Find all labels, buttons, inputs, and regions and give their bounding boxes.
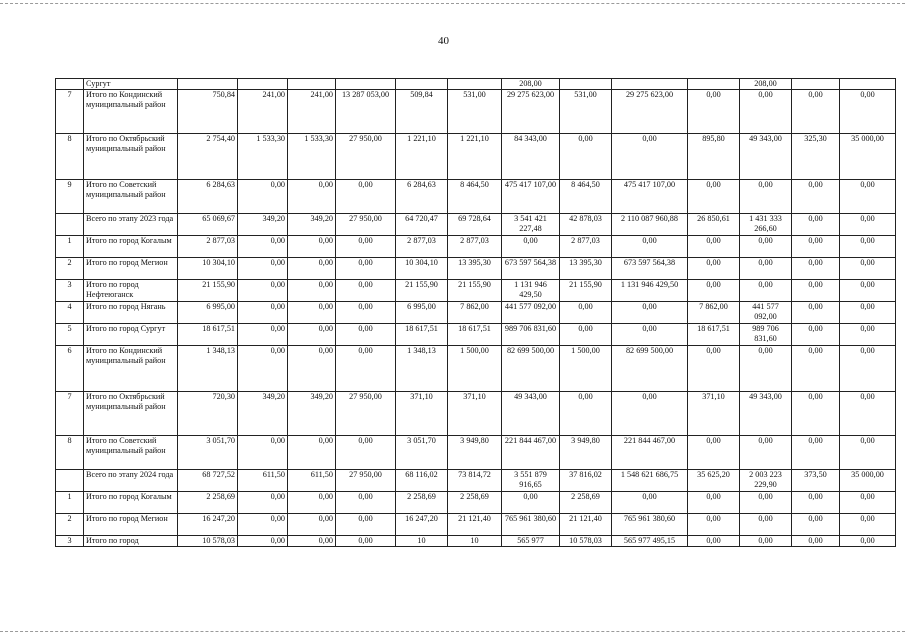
cell-col-1: 21 155,90 <box>178 279 238 301</box>
cell-col-11: 0,00 <box>740 179 792 213</box>
cell-col-7: 475 417 107,00 <box>502 179 560 213</box>
table-row <box>56 323 896 345</box>
cell-col-8: 0,00 <box>560 301 612 323</box>
cell-col-6: 531,00 <box>448 89 502 133</box>
table-row <box>56 213 896 235</box>
cell-col-4: 27 950,00 <box>336 133 396 179</box>
cell-col-12: 0,00 <box>792 435 840 469</box>
cell-col-8: 13 395,30 <box>560 257 612 279</box>
cell-col-6: 7 862,00 <box>448 301 502 323</box>
cell-col-10: 0,00 <box>688 535 740 546</box>
cell-col-1: 10 578,03 <box>178 535 238 546</box>
cell-col-4: 0,00 <box>336 535 396 546</box>
cell-col-4: 0,00 <box>336 435 396 469</box>
cell-col-11: 989 706 831,60 <box>740 323 792 345</box>
cell-col-1: 3 051,70 <box>178 435 238 469</box>
cell-col-8 <box>560 79 612 90</box>
cell-col-9: 0,00 <box>612 133 688 179</box>
row-index: 1 <box>56 235 84 257</box>
row-name: Всего по этапу 2023 года <box>84 213 178 235</box>
cell-col-10: 0,00 <box>688 435 740 469</box>
cell-col-11: 0,00 <box>740 345 792 391</box>
cell-col-10: 18 617,51 <box>688 323 740 345</box>
row-index: 3 <box>56 279 84 301</box>
cell-col-8: 42 878,03 <box>560 213 612 235</box>
cell-col-2: 0,00 <box>238 535 288 546</box>
cell-col-5: 6 995,00 <box>396 301 448 323</box>
row-name: Итого по город Нефтеюганск <box>84 279 178 301</box>
cell-col-12 <box>792 79 840 90</box>
cell-col-13: 0,00 <box>840 179 896 213</box>
cell-col-5: 21 155,90 <box>396 279 448 301</box>
cell-col-5: 2 258,69 <box>396 491 448 513</box>
cell-col-1: 2 754,40 <box>178 133 238 179</box>
cell-col-10: 0,00 <box>688 257 740 279</box>
row-name: Итого по Октябрьский муниципальный район <box>84 133 178 179</box>
cell-col-9: 0,00 <box>612 235 688 257</box>
cell-col-11: 2 003 223 229,90 <box>740 469 792 491</box>
cell-col-8: 0,00 <box>560 323 612 345</box>
cell-col-4: 0,00 <box>336 235 396 257</box>
cell-col-9: 0,00 <box>612 323 688 345</box>
cell-col-12: 0,00 <box>792 257 840 279</box>
row-name: Итого по город Когалым <box>84 235 178 257</box>
cell-col-8: 2 258,69 <box>560 491 612 513</box>
cell-col-9: 1 548 621 686,75 <box>612 469 688 491</box>
cell-col-11: 1 431 333 266,60 <box>740 213 792 235</box>
cell-col-3: 0,00 <box>288 535 336 546</box>
cell-col-11: 0,00 <box>740 491 792 513</box>
cell-col-9: 82 699 500,00 <box>612 345 688 391</box>
cell-col-7: 0,00 <box>502 235 560 257</box>
cell-col-2: 349,20 <box>238 391 288 435</box>
cell-col-4: 27 950,00 <box>336 391 396 435</box>
cell-col-6: 13 395,30 <box>448 257 502 279</box>
cell-col-9: 565 977 495,15 <box>612 535 688 546</box>
cell-col-3: 1 533,30 <box>288 133 336 179</box>
cell-col-4: 0,00 <box>336 279 396 301</box>
cell-col-13: 0,00 <box>840 535 896 546</box>
cell-col-6: 3 949,80 <box>448 435 502 469</box>
row-index: 9 <box>56 179 84 213</box>
cell-col-12: 0,00 <box>792 301 840 323</box>
cell-col-12: 0,00 <box>792 491 840 513</box>
cell-col-7: 3 551 879 916,65 <box>502 469 560 491</box>
cell-col-13: 0,00 <box>840 89 896 133</box>
cell-col-7: 1 131 946 429,50 <box>502 279 560 301</box>
cell-col-12: 0,00 <box>792 513 840 535</box>
table-row <box>56 435 896 469</box>
cell-col-9: 221 844 467,00 <box>612 435 688 469</box>
cell-col-4: 0,00 <box>336 345 396 391</box>
cell-col-11: 208,00 <box>740 79 792 90</box>
cell-col-1: 2 877,03 <box>178 235 238 257</box>
cell-col-2: 0,00 <box>238 257 288 279</box>
cell-col-7: 29 275 623,00 <box>502 89 560 133</box>
cell-col-6 <box>448 79 502 90</box>
cell-col-9: 475 417 107,00 <box>612 179 688 213</box>
cell-col-11: 49 343,00 <box>740 391 792 435</box>
cell-col-3 <box>288 79 336 90</box>
cell-col-10: 0,00 <box>688 235 740 257</box>
cell-col-12: 0,00 <box>792 213 840 235</box>
cell-col-2: 0,00 <box>238 491 288 513</box>
table-row <box>56 469 896 491</box>
cell-col-11: 0,00 <box>740 513 792 535</box>
cell-col-12: 0,00 <box>792 323 840 345</box>
row-name: Итого по Советский муниципальный район <box>84 179 178 213</box>
cell-col-1: 18 617,51 <box>178 323 238 345</box>
cell-col-1: 65 069,67 <box>178 213 238 235</box>
cell-col-13: 0,00 <box>840 235 896 257</box>
cell-col-9: 0,00 <box>612 301 688 323</box>
row-index <box>56 469 84 491</box>
table-row <box>56 179 896 213</box>
cell-col-6: 73 814,72 <box>448 469 502 491</box>
cell-col-7: 441 577 092,00 <box>502 301 560 323</box>
cell-col-3: 0,00 <box>288 345 336 391</box>
cell-col-2: 1 533,30 <box>238 133 288 179</box>
cell-col-13: 0,00 <box>840 391 896 435</box>
cell-col-5: 1 221,10 <box>396 133 448 179</box>
cell-col-12: 0,00 <box>792 235 840 257</box>
cell-col-6: 2 877,03 <box>448 235 502 257</box>
cell-col-4: 0,00 <box>336 179 396 213</box>
cell-col-2: 0,00 <box>238 179 288 213</box>
row-name: Итого по город Когалым <box>84 491 178 513</box>
cell-col-13: 35 000,00 <box>840 469 896 491</box>
row-name: Итого по город <box>84 535 178 546</box>
cell-col-3: 241,00 <box>288 89 336 133</box>
cell-col-3: 0,00 <box>288 491 336 513</box>
cell-col-5: 18 617,51 <box>396 323 448 345</box>
cell-col-1: 2 258,69 <box>178 491 238 513</box>
row-index: 2 <box>56 257 84 279</box>
cell-col-5 <box>396 79 448 90</box>
cell-col-5: 1 348,13 <box>396 345 448 391</box>
cell-col-11: 441 577 092,00 <box>740 301 792 323</box>
cell-col-5: 16 247,20 <box>396 513 448 535</box>
cell-col-13: 0,00 <box>840 301 896 323</box>
cell-col-6: 371,10 <box>448 391 502 435</box>
cell-col-10: 0,00 <box>688 513 740 535</box>
cell-col-5: 2 877,03 <box>396 235 448 257</box>
row-name: Итого по Кондинский муниципальный район <box>84 345 178 391</box>
cell-col-10: 895,80 <box>688 133 740 179</box>
row-index: 6 <box>56 345 84 391</box>
cell-col-13: 0,00 <box>840 323 896 345</box>
cell-col-9 <box>612 79 688 90</box>
cell-col-11: 0,00 <box>740 435 792 469</box>
cell-col-8: 21 155,90 <box>560 279 612 301</box>
cell-col-8: 531,00 <box>560 89 612 133</box>
row-name: Итого по Кондинский муниципальный район <box>84 89 178 133</box>
cell-col-10: 0,00 <box>688 179 740 213</box>
table-row <box>56 491 896 513</box>
cell-col-4: 13 287 053,00 <box>336 89 396 133</box>
cell-col-3: 0,00 <box>288 235 336 257</box>
cell-col-2: 0,00 <box>238 513 288 535</box>
cell-col-2: 349,20 <box>238 213 288 235</box>
table-row <box>56 391 896 435</box>
cell-col-12: 0,00 <box>792 179 840 213</box>
cell-col-8: 10 578,03 <box>560 535 612 546</box>
table-row <box>56 133 896 179</box>
cell-col-10: 371,10 <box>688 391 740 435</box>
cell-col-7: 0,00 <box>502 491 560 513</box>
cell-col-9: 0,00 <box>612 391 688 435</box>
cell-col-11: 49 343,00 <box>740 133 792 179</box>
cell-col-7: 673 597 564,38 <box>502 257 560 279</box>
cell-col-4: 27 950,00 <box>336 469 396 491</box>
cell-col-11: 0,00 <box>740 89 792 133</box>
cell-col-4: 0,00 <box>336 301 396 323</box>
cell-col-2: 0,00 <box>238 435 288 469</box>
row-name: Итого по город Сургут <box>84 323 178 345</box>
cell-col-12: 0,00 <box>792 391 840 435</box>
cell-col-1: 16 247,20 <box>178 513 238 535</box>
cell-col-3: 0,00 <box>288 435 336 469</box>
cell-col-8: 0,00 <box>560 391 612 435</box>
cell-col-1: 1 348,13 <box>178 345 238 391</box>
row-name: Итого по город Мегион <box>84 513 178 535</box>
cell-col-3: 0,00 <box>288 301 336 323</box>
cell-col-7: 565 977 <box>502 535 560 546</box>
row-index <box>56 79 84 90</box>
row-index: 3 <box>56 535 84 546</box>
cell-col-2: 0,00 <box>238 345 288 391</box>
cell-col-4: 0,00 <box>336 491 396 513</box>
cell-col-7: 3 541 421 227,48 <box>502 213 560 235</box>
cell-col-6: 10 <box>448 535 502 546</box>
cell-col-7: 989 706 831,60 <box>502 323 560 345</box>
cell-col-1: 10 304,10 <box>178 257 238 279</box>
row-index: 7 <box>56 89 84 133</box>
cell-col-6: 21 155,90 <box>448 279 502 301</box>
row-name: Итого по город Мегион <box>84 257 178 279</box>
cell-col-6: 1 221,10 <box>448 133 502 179</box>
cell-col-5: 509,84 <box>396 89 448 133</box>
cell-col-9: 673 597 564,38 <box>612 257 688 279</box>
row-name: Итого по Октябрьский муниципальный район <box>84 391 178 435</box>
table-row <box>56 235 896 257</box>
cell-col-7: 49 343,00 <box>502 391 560 435</box>
cell-col-13: 0,00 <box>840 345 896 391</box>
cell-col-2: 0,00 <box>238 235 288 257</box>
cell-col-5: 68 116,02 <box>396 469 448 491</box>
cell-col-3: 0,00 <box>288 279 336 301</box>
table-row <box>56 301 896 323</box>
cell-col-9: 2 110 087 960,88 <box>612 213 688 235</box>
cell-col-5: 64 720,47 <box>396 213 448 235</box>
cell-col-8: 8 464,50 <box>560 179 612 213</box>
row-name: Всего по этапу 2024 года <box>84 469 178 491</box>
cell-col-10: 0,00 <box>688 345 740 391</box>
cell-col-1: 6 284,63 <box>178 179 238 213</box>
row-index <box>56 213 84 235</box>
cell-col-6: 1 500,00 <box>448 345 502 391</box>
cell-col-5: 10 <box>396 535 448 546</box>
cell-col-8: 2 877,03 <box>560 235 612 257</box>
bottom-edge-line <box>0 631 905 632</box>
cell-col-8: 37 816,02 <box>560 469 612 491</box>
cell-col-3: 0,00 <box>288 179 336 213</box>
cell-col-10: 0,00 <box>688 89 740 133</box>
cell-col-11: 0,00 <box>740 235 792 257</box>
table-row <box>56 345 896 391</box>
cell-col-2: 0,00 <box>238 323 288 345</box>
table-row <box>56 257 896 279</box>
cell-col-4: 27 950,00 <box>336 213 396 235</box>
cell-col-12: 0,00 <box>792 345 840 391</box>
cell-col-11: 0,00 <box>740 535 792 546</box>
cell-col-2: 241,00 <box>238 89 288 133</box>
cell-col-5: 3 051,70 <box>396 435 448 469</box>
cell-col-9: 1 131 946 429,50 <box>612 279 688 301</box>
cell-col-1: 720,30 <box>178 391 238 435</box>
cell-col-5: 6 284,63 <box>396 179 448 213</box>
cell-col-9: 29 275 623,00 <box>612 89 688 133</box>
cell-col-13: 0,00 <box>840 435 896 469</box>
cell-col-13: 35 000,00 <box>840 133 896 179</box>
cell-col-6: 21 121,40 <box>448 513 502 535</box>
cell-col-2 <box>238 79 288 90</box>
cell-col-6: 69 728,64 <box>448 213 502 235</box>
cell-col-7: 84 343,00 <box>502 133 560 179</box>
cell-col-13: 0,00 <box>840 213 896 235</box>
cell-col-8: 1 500,00 <box>560 345 612 391</box>
cell-col-3: 0,00 <box>288 257 336 279</box>
row-name: Итого по Советский муниципальный район <box>84 435 178 469</box>
top-edge-line <box>0 3 905 4</box>
cell-col-8: 0,00 <box>560 133 612 179</box>
table-row <box>56 79 896 90</box>
cell-col-4: 0,00 <box>336 513 396 535</box>
cell-col-7: 208,00 <box>502 79 560 90</box>
cell-col-13: 0,00 <box>840 513 896 535</box>
cell-col-1: 68 727,52 <box>178 469 238 491</box>
row-index: 7 <box>56 391 84 435</box>
cell-col-12: 0,00 <box>792 279 840 301</box>
cell-col-11: 0,00 <box>740 279 792 301</box>
cell-col-3: 349,20 <box>288 213 336 235</box>
cell-col-12: 0,00 <box>792 535 840 546</box>
table-row <box>56 89 896 133</box>
cell-col-2: 611,50 <box>238 469 288 491</box>
cell-col-3: 611,50 <box>288 469 336 491</box>
cell-col-10: 35 625,20 <box>688 469 740 491</box>
cell-col-11: 0,00 <box>740 257 792 279</box>
cell-col-10: 0,00 <box>688 491 740 513</box>
cell-col-13: 0,00 <box>840 279 896 301</box>
cell-col-6: 18 617,51 <box>448 323 502 345</box>
cell-col-2: 0,00 <box>238 279 288 301</box>
cell-col-6: 8 464,50 <box>448 179 502 213</box>
cell-col-7: 82 699 500,00 <box>502 345 560 391</box>
cell-col-7: 765 961 380,60 <box>502 513 560 535</box>
cell-col-4: 0,00 <box>336 257 396 279</box>
cell-col-1 <box>178 79 238 90</box>
row-index: 2 <box>56 513 84 535</box>
cell-col-4: 0,00 <box>336 323 396 345</box>
row-name: Сургут <box>84 79 178 90</box>
cell-col-1: 750,84 <box>178 89 238 133</box>
cell-col-13: 0,00 <box>840 257 896 279</box>
cell-col-9: 765 961 380,60 <box>612 513 688 535</box>
cell-col-13 <box>840 79 896 90</box>
cell-col-2: 0,00 <box>238 301 288 323</box>
cell-col-7: 221 844 467,00 <box>502 435 560 469</box>
cell-col-4 <box>336 79 396 90</box>
cell-col-12: 325,30 <box>792 133 840 179</box>
cell-col-12: 0,00 <box>792 89 840 133</box>
row-index: 4 <box>56 301 84 323</box>
cell-col-3: 0,00 <box>288 513 336 535</box>
cell-col-1: 6 995,00 <box>178 301 238 323</box>
cell-col-10 <box>688 79 740 90</box>
cell-col-10: 7 862,00 <box>688 301 740 323</box>
row-index: 8 <box>56 435 84 469</box>
cell-col-10: 26 850,61 <box>688 213 740 235</box>
table-row <box>56 513 896 535</box>
cell-col-8: 21 121,40 <box>560 513 612 535</box>
row-index: 5 <box>56 323 84 345</box>
cell-col-3: 0,00 <box>288 323 336 345</box>
cell-col-6: 2 258,69 <box>448 491 502 513</box>
cell-col-5: 371,10 <box>396 391 448 435</box>
row-name: Итого по город Нягань <box>84 301 178 323</box>
row-index: 8 <box>56 133 84 179</box>
cell-col-12: 373,50 <box>792 469 840 491</box>
cell-col-13: 0,00 <box>840 491 896 513</box>
page-number: 40 <box>438 35 449 47</box>
row-index: 1 <box>56 491 84 513</box>
cell-col-9: 0,00 <box>612 491 688 513</box>
cell-col-3: 349,20 <box>288 391 336 435</box>
table-row <box>56 535 896 546</box>
cell-col-8: 3 949,80 <box>560 435 612 469</box>
cell-col-10: 0,00 <box>688 279 740 301</box>
table-row <box>56 279 896 301</box>
data-table <box>55 78 896 547</box>
cell-col-5: 10 304,10 <box>396 257 448 279</box>
